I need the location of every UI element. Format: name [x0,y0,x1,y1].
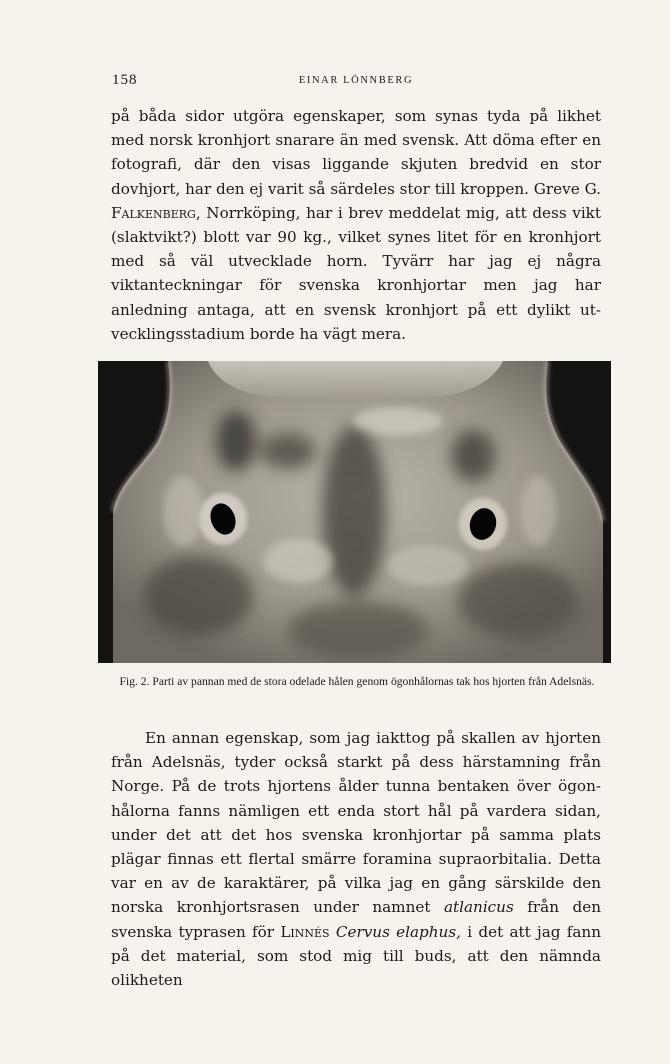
page-number: 158 [112,72,138,88]
paragraph-1-text-a: på båda sidor utgöra egenskaper, som synas tyda på likhet med norsk kronhjort snarare än med svensk. Att döma efter en fotografi, där den visas liggande skjuten bredvid en stor dovhjort, har den ej varit så särdeles stor till kroppen. Greve G. [111,107,601,198]
skull-photo-drawing [98,361,611,663]
person-name-falkenberg: Falkenberg [111,203,196,222]
skull-photograph [98,361,611,663]
paragraph-2-text-a: En annan egenskap, som jag iakttog på skallen av hjorten från Adelsnäs, tyder också starkt på dess härstamning från Norge. På de trots hjortens ålder tunna bentaken över ögonhålorna fanns nämligen ett enda stort hål på vardera sidan, under det att det hos svenska kronhjortar på samma plats plägar finnas ett flertal smärre foramina supraorbitalia. Detta var en av de karaktärer, på vilka jag en gång särskilde den norska kronhjortsrasen under namnet [111,729,601,917]
paragraph-1-text-b: , Norrköping, har i brev meddelat mig, att dess vikt (slaktvikt?) blott var 90 kg., vilket synes litet för en kronhjort med så väl utvecklade horn. Tyvärr har jag ej några viktanteckningar för svenska kronhjortar men jag har anledning antaga, att en svensk kronhjort på ett dylikt utvecklingsstadium borde ha vägt mera. [111,203,601,343]
paragraph-2 [111,726,601,992]
page-header [112,72,600,92]
term-atlanicus: atlanicus [443,898,514,917]
running-head: EINAR LÖNNBERG [298,75,414,86]
paragraph-2-text-b: från den svenska typrasen för [111,898,601,941]
author-linnes: Linnés [280,922,330,941]
figure-caption: Fig. 2. Parti av pannan med de stora odelade hålen genom ögonhålornas tak hos hjorten från Adelsnäs. [119,675,595,688]
species-cervus-elaphus: Cervus elaphus, [335,922,461,941]
paragraph-2-text-c: i det att jag fann på det material, som stod mig till buds, att den nämnda olikheten [111,922,601,990]
paragraph-1 [111,104,601,346]
